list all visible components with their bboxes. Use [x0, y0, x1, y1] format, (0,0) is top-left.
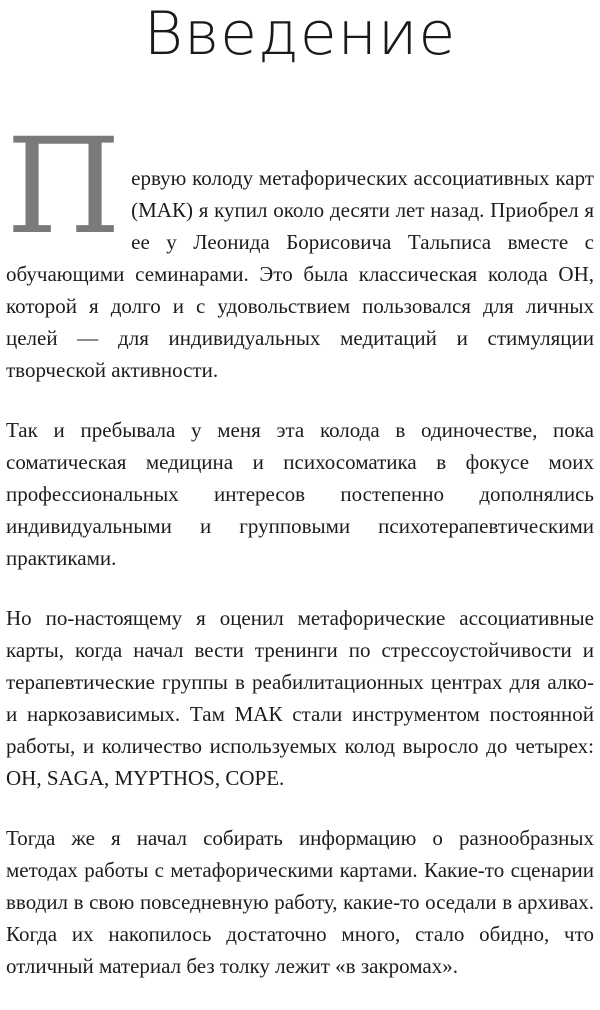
paragraph-4: Тогда же я начал собирать информацию о разнообразных методах работы с метафорическими картами. Какие-то сценарии вводил в свою повседневную работу, какие-то оседали в архивах. Когда их накопилось достаточно много, стало обидно, что отличный материал без толку лежит «в закромах». [6, 826, 594, 978]
paragraph-1 [6, 110, 594, 386]
chapter-title: Введение [143, 0, 457, 69]
paragraph-1-text: ервую колоду метафорических ассоциативных карт (МАК) я купил около десяти лет назад. Приобрел я ее у Леонида Борисовича Тальписа вместе с обучающими семинарами. Это была классическая колода ОН, которой я долго и с удовольствием пользовался для личных целей — для индивидуальных медитаций и стимуляции творческой активности. [6, 166, 594, 382]
drop-cap: П [6, 110, 122, 264]
paragraph-2: Так и пребывала у меня эта колода в одиночестве, пока соматическая медицина и психосоматика в фокусе моих профессиональных интересов постепенно дополнялись индивидуальными и групповыми психотерапевтическими практиками. [6, 418, 594, 570]
paragraph-3: Но по-настоящему я оценил метафорические ассоциативные карты, когда начал вести тренинги по стрессоустойчивости и терапевтические группы в реабилитационных центрах для алко- и наркозависимых. Там МАК стали инструментом постоянной работы, и количество используемых колод выросло до четырех: OH, SAGA, MYPTHOS, COPE. [6, 606, 594, 790]
chapter-body [6, 110, 594, 1010]
